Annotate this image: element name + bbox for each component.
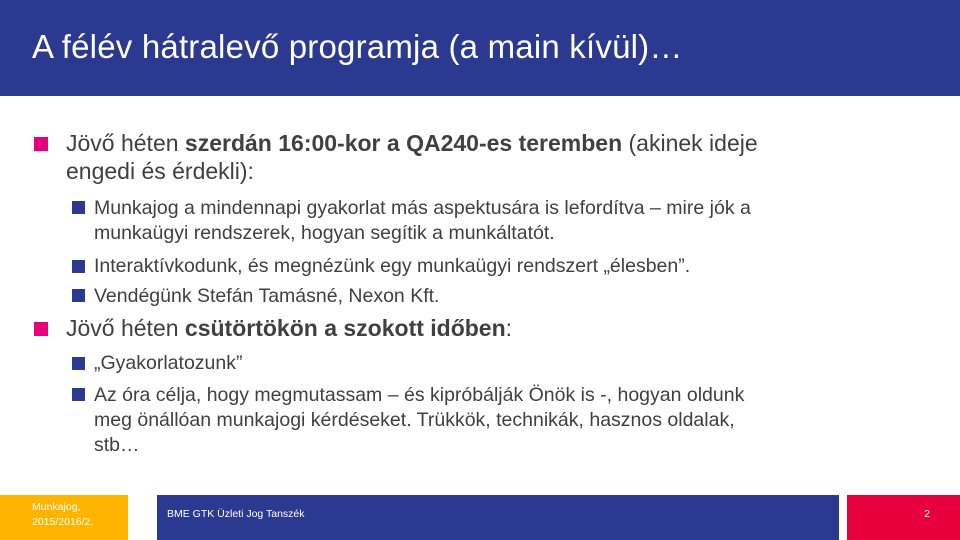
sub-bullet-1-1-line-2: munkaügyi rendszerek, hogyan segítik a munkáltatót. xyxy=(94,222,555,244)
footer-course-label xyxy=(32,500,122,530)
sub-bullet-square-icon xyxy=(72,201,85,214)
sub-bullet-square-icon xyxy=(72,260,85,273)
slide-title: A félév hátralevő programja (a main kívül)… xyxy=(32,28,683,65)
bullet-1-post: (akinek ideje xyxy=(622,130,758,156)
bullet-2-line-1 xyxy=(66,315,512,342)
bullet-1-pre: Jövő héten xyxy=(66,130,185,156)
sub-bullet-1-1-line-1: Munkajog a mindennapi gyakorlat más aspektusára is lefordítva – mire jók a xyxy=(94,197,751,219)
sub-bullet-2-2-line-2: meg önállóan munkajogi kérdéseket. Trükkök, technikák, hasznos oldalak, xyxy=(94,409,735,431)
bullet-2-post: : xyxy=(505,315,513,341)
bullet-2-bold: csütörtökön a szokott időben xyxy=(184,315,506,341)
sub-bullet-square-icon xyxy=(72,388,85,401)
sub-bullet-1-2: Interaktívkodunk, és megnézünk egy munkaügyi rendszert „élesben”. xyxy=(94,255,691,277)
sub-bullet-2-2-line-3: stb… xyxy=(94,434,140,456)
bullet-1-line-1 xyxy=(66,130,758,157)
sub-bullet-square-icon xyxy=(72,289,85,302)
footer-semester: 2015/2016/2. xyxy=(32,516,94,528)
sub-bullet-2-2-line-1: Az óra célja, hogy megmutassam – és kipróbálják Önök is -, hogyan oldunk xyxy=(94,384,745,406)
footer-department: BME GTK Üzleti Jog Tanszék xyxy=(167,508,305,520)
bullet-1-line-2: engedi és érdekli): xyxy=(66,158,254,184)
bullet-square-icon xyxy=(34,137,48,151)
sub-bullet-square-icon xyxy=(72,357,85,370)
footer-course-name: Munkajog, xyxy=(32,501,81,513)
bullet-square-icon xyxy=(34,322,48,336)
page-number: 2 xyxy=(924,508,930,520)
bullet-2-pre: Jövő héten xyxy=(66,315,185,341)
bullet-1-bold: szerdán 16:00-kor a QA240-es teremben xyxy=(184,130,623,156)
sub-bullet-2-1: „Gyakorlatozunk” xyxy=(94,352,243,374)
sub-bullet-1-3: Vendégünk Stefán Tamásné, Nexon Kft. xyxy=(94,285,440,307)
